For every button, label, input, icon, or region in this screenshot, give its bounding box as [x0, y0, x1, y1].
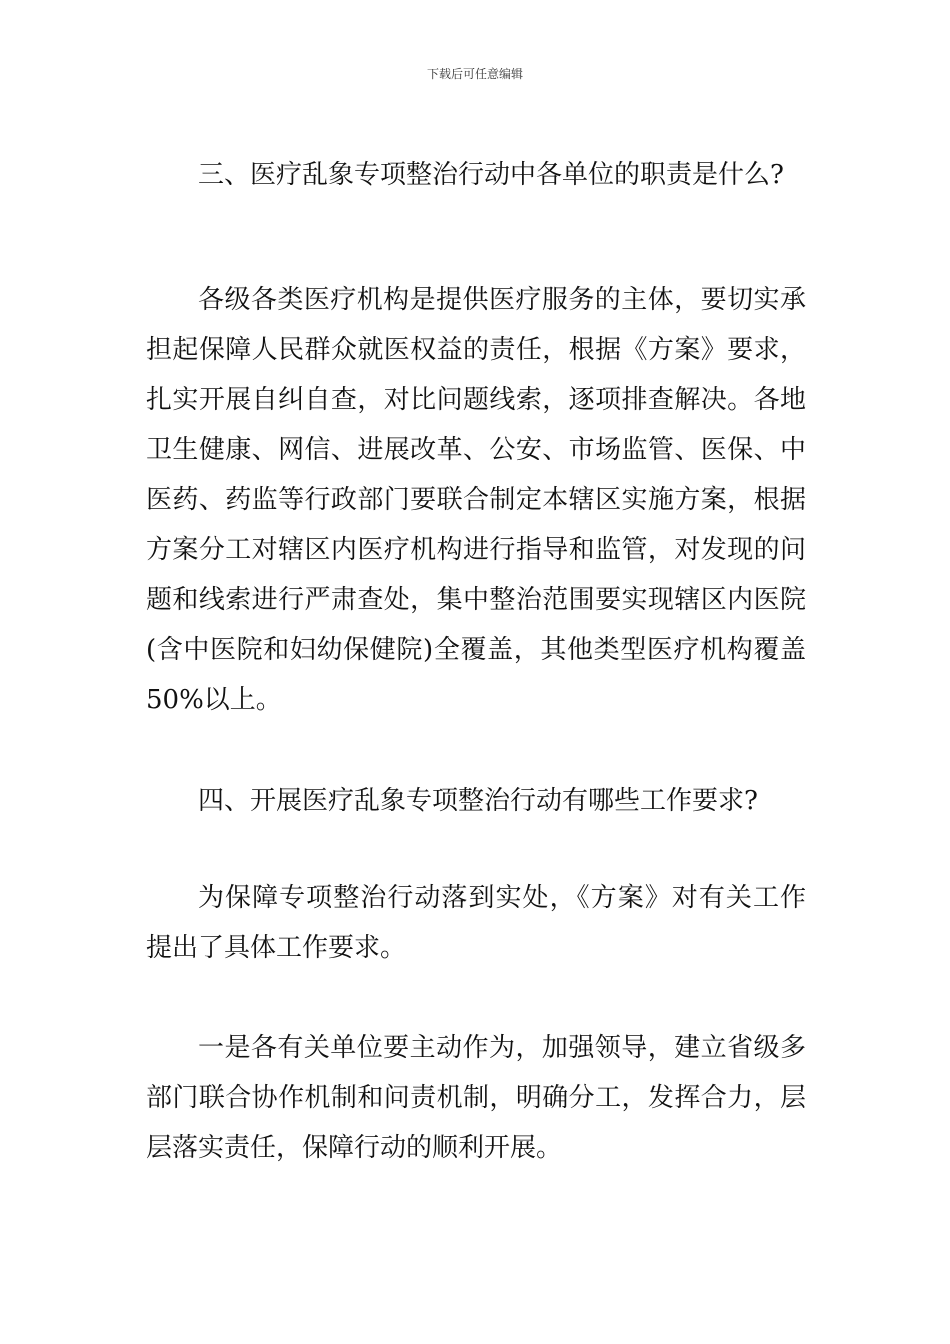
header-note: 下载后可任意编辑 — [426, 67, 523, 81]
paragraph-responsibilities: 各级各类医疗机构是提供医疗服务的主体，要切实承担起保障人民群众就医权益的责任，根据《方案》要求，扎实开展自纠自查，对比问题线索，逐项排查解决。各地卫生健康、网信、进展改革、公安、市场监管、医保、中医药、药监等行政部门要联合制定本辖区实施方案，根据方案分工对辖区内医疗机构进行指导和监管，对发现的问题和线索进行严肃查处，集中整治范围要实现辖区内医院(含中医院和妇幼保健院)全覆盖，其他类型医疗机构覆盖50%以上。 — [146, 285, 806, 715]
section-heading-4: 四、开展医疗乱象专项整治行动有哪些工作要求? — [198, 786, 758, 816]
paragraph-requirements-intro: 为保障专项整治行动落到实处，《方案》对有关工作提出了具体工作要求。 — [146, 883, 806, 963]
section-heading-3: 三、医疗乱象专项整治行动中各单位的职责是什么? — [198, 160, 784, 190]
paragraph-requirement-one: 一是各有关单位要主动作为，加强领导，建立省级多部门联合协作机制和问责机制，明确分工，发挥合力，层层落实责任，保障行动的顺利开展。 — [146, 1033, 806, 1163]
